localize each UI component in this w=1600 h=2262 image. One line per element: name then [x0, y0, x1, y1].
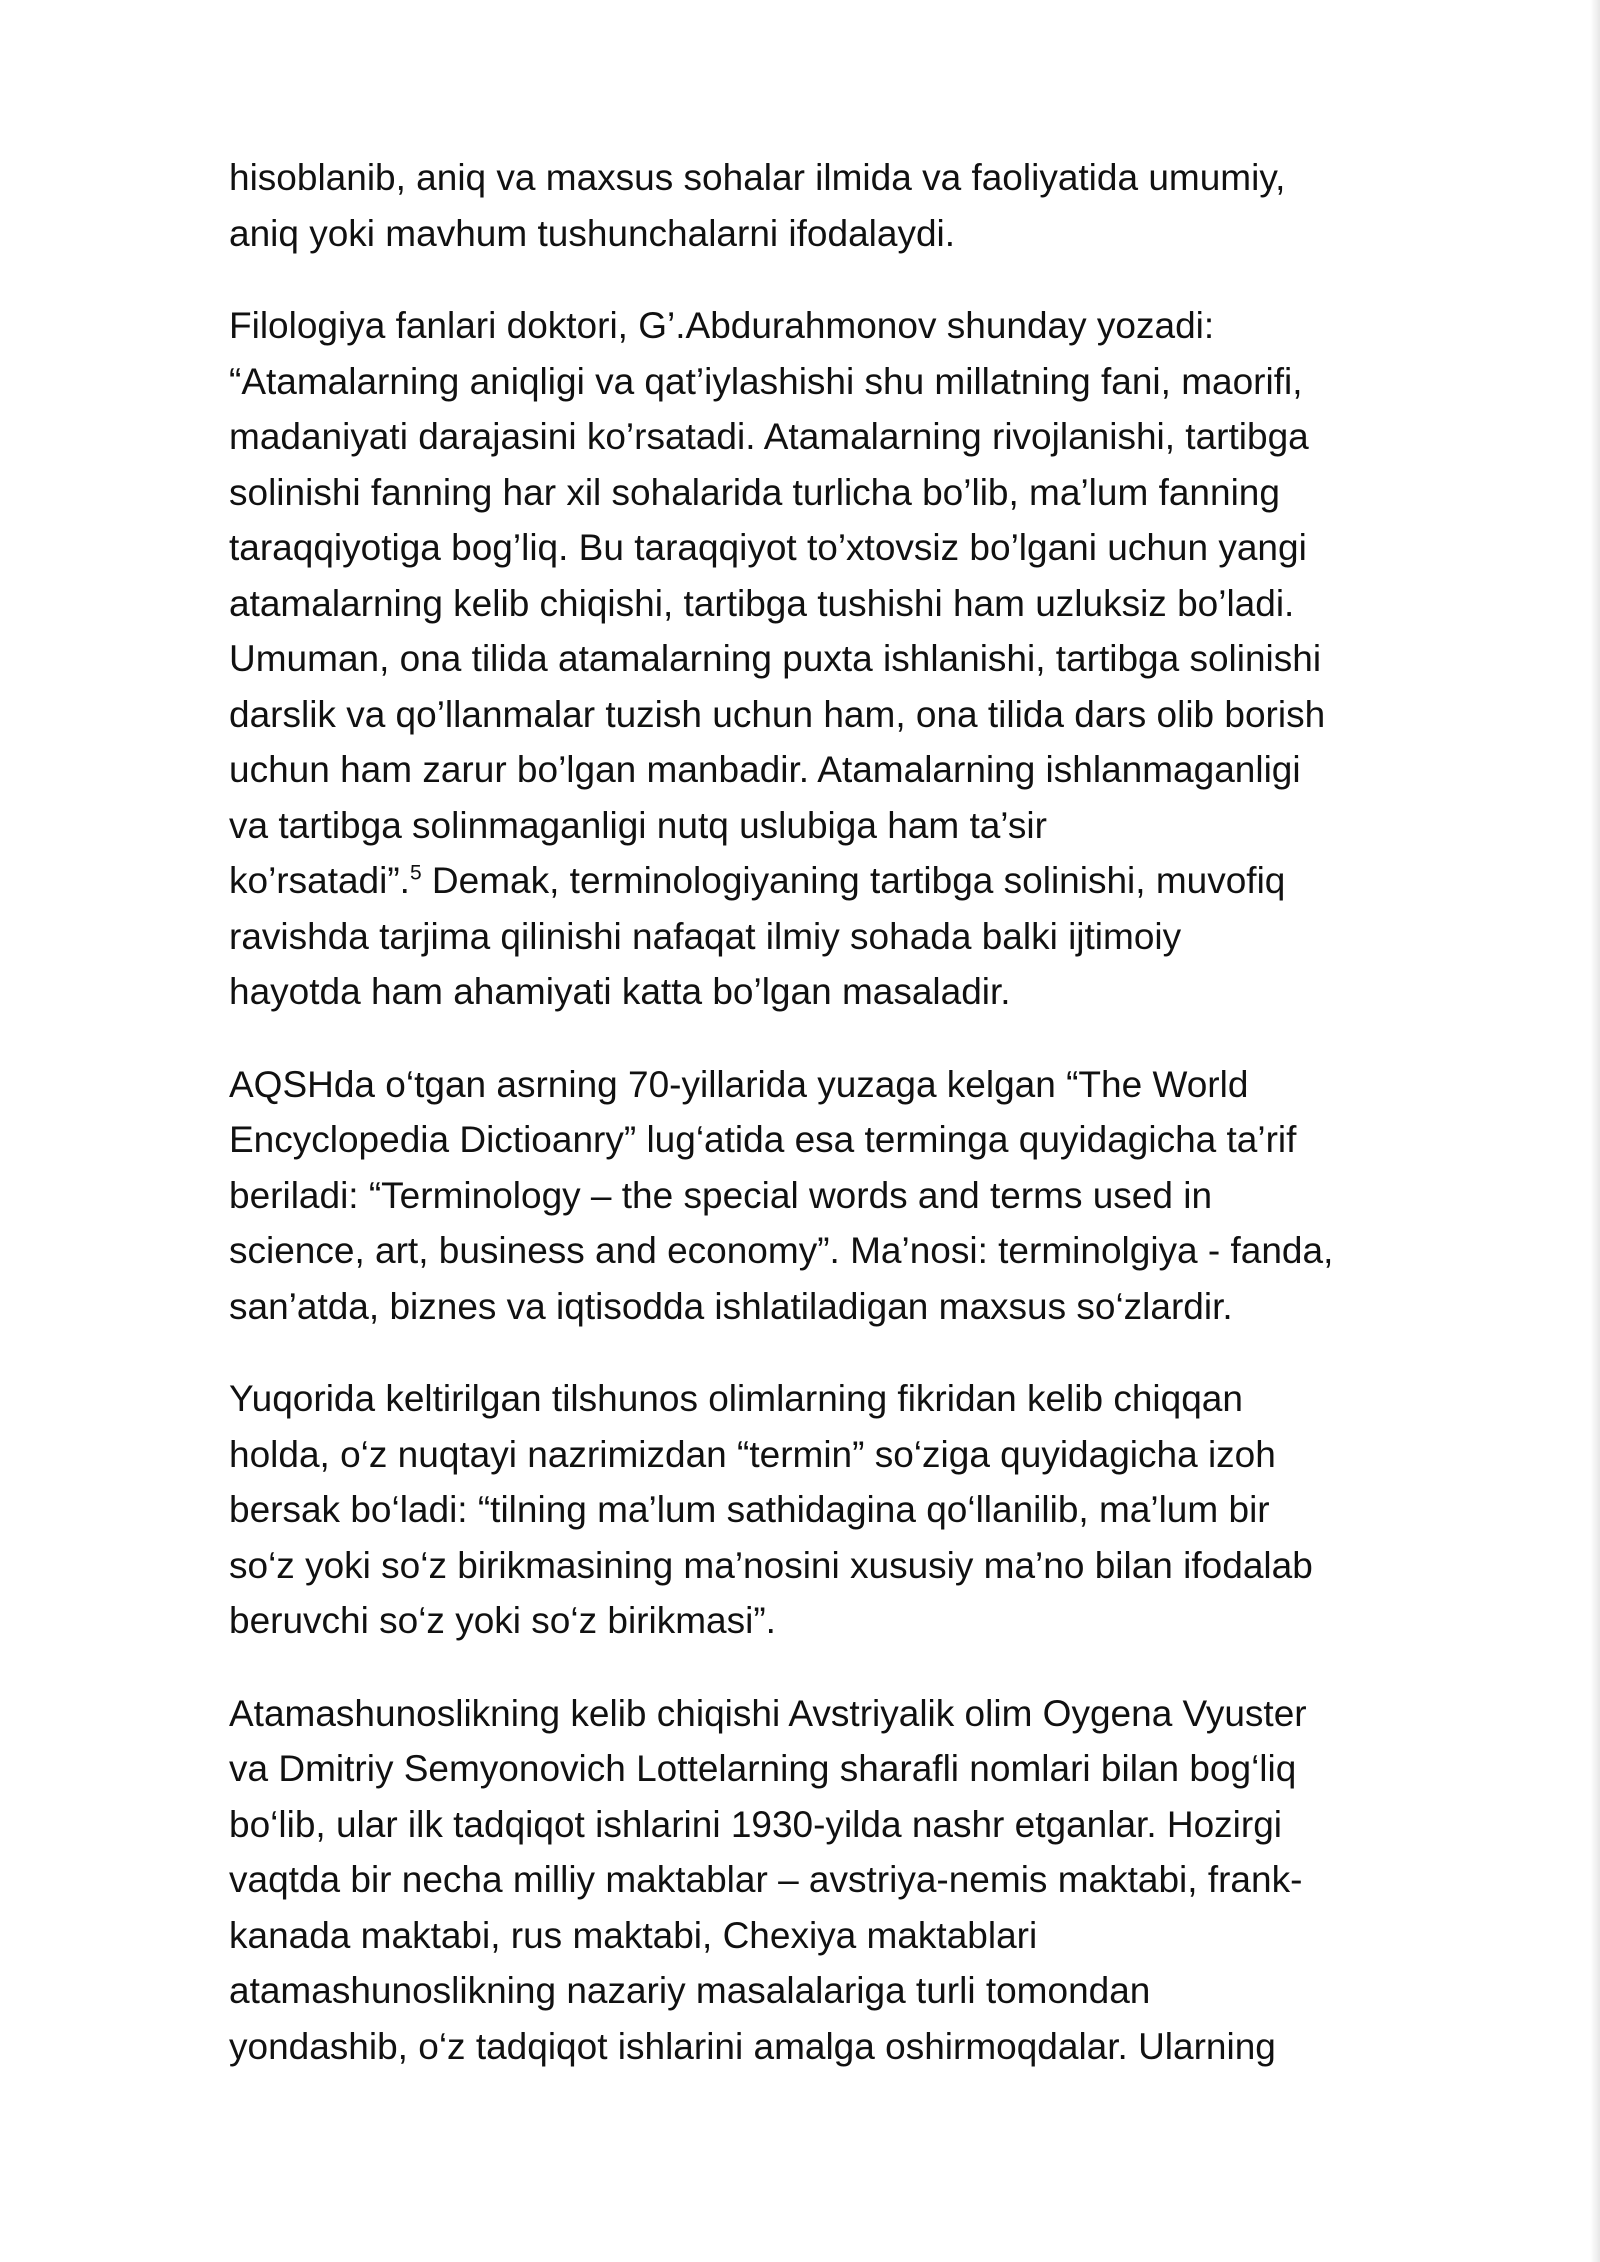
text-line: hisoblanib, aniq va maxsus sohalar ilmida va faoliyatida umumiy,	[229, 157, 1286, 198]
text-line: AQSHda o‘tgan asrning 70-yillarida yuzaga kelgan “The World	[229, 1063, 1249, 1105]
text-line: yondashib, o‘z tadqiqot ishlarini amalga oshirmoqdalar. Ularning	[229, 2025, 1276, 2067]
paragraph-3	[229, 1057, 1499, 1335]
text-line: holda, o‘z nuqtayi nazrimizdan “termin” so‘ziga quyidagicha izoh	[229, 1433, 1276, 1475]
text-line: Encyclopedia Dictioanry” lug‘atida esa terminga quyidagicha ta’rif	[229, 1119, 1297, 1160]
text-line: aniq yoki mavhum tushunchalarni ifodalaydi.	[229, 212, 956, 254]
text-line: so‘z yoki so‘z birikmasining ma’nosini xususiy ma’no bilan ifodalab	[229, 1544, 1313, 1586]
text-line: va tartibga solinmaganligi nutq uslubiga ham ta’sir	[229, 804, 1047, 846]
text-line: hayotda ham ahamiyati katta bo’lgan masaladir.	[229, 971, 1011, 1012]
footnote-reference[interactable]: 5	[409, 861, 422, 885]
text-line: atamalarning kelib chiqishi, tartibga tushishi ham uzluksiz bo’ladi.	[229, 582, 1295, 624]
text-line: kanada maktabi, rus maktabi, Chexiya maktablari	[229, 1914, 1038, 1956]
document-body	[229, 150, 1499, 2111]
paragraph-5	[229, 1686, 1499, 2075]
text-line: Atamashunoslikning kelib chiqishi Avstriyalik olim Oygena Vyuster	[229, 1692, 1307, 1734]
paragraph-1	[229, 150, 1499, 261]
text-line: va Dmitriy Semyonovich Lottelarning sharafli nomlari bilan bog‘liq	[229, 1748, 1297, 1789]
text-line: atamashunoslikning nazariy masalalariga turli tomondan	[229, 1970, 1151, 2011]
text-line: vaqtda bir necha milliy maktablar – avstriya-nemis maktabi, frank-	[229, 1859, 1303, 1900]
text-line: beriladi: “Terminology – the special words and terms used in	[229, 1174, 1213, 1216]
text-line: darslik va qo’llanmalar tuzish uchun ham, ona tilida dars olib borish	[229, 693, 1326, 735]
text-line: science, art, business and economy”. Ma’nosi: terminolgiya - fanda,	[229, 1230, 1334, 1271]
text-line: bersak bo‘ladi: “tilning ma’lum sathidagina qo‘llanilib, ma’lum bir	[229, 1489, 1270, 1530]
text-line: uchun ham zarur bo’lgan manbadir. Atamalarning ishlanmaganligi	[229, 749, 1301, 790]
text-line: bo‘lib, ular ilk tadqiqot ishlarini 1930-yilda nashr etganlar. Hozirgi	[229, 1803, 1283, 1845]
page-edge-shadow	[1590, 0, 1600, 2262]
paragraph-4	[229, 1371, 1499, 1649]
text-line: “Atamalarning aniqligi va qat’iylashishi shu millatning fani, maorifi,	[229, 360, 1303, 402]
text-line: solinishi fanning har xil sohalarida turlicha bo’lib, ma’lum fanning	[229, 471, 1280, 513]
text-segment: ko’rsatadi”.	[229, 860, 410, 901]
text-line: beruvchi so‘z yoki so‘z birikmasi”.	[229, 1600, 776, 1641]
text-line: Filologiya fanlari doktori, G’.Abdurahmonov shunday yozadi:	[229, 305, 1215, 346]
text-segment: Demak, terminologiyaning tartibga solinishi, muvofiq	[421, 860, 1286, 901]
text-line: san’atda, biznes va iqtisodda ishlatiladigan maxsus so‘zlardir.	[229, 1285, 1233, 1327]
paragraph-2	[229, 298, 1499, 1020]
text-line: taraqqiyotiga bog’liq. Bu taraqqiyot to’xtovsiz bo’lgani uchun yangi	[229, 527, 1307, 568]
text-line: Yuqorida keltirilgan tilshunos olimlarning fikridan kelib chiqqan	[229, 1378, 1243, 1419]
text-line: ravishda tarjima qilinishi nafaqat ilmiy sohada balki ijtimoiy	[229, 915, 1182, 957]
footnote-line	[229, 860, 1285, 901]
text-line: madaniyati darajasini ko’rsatadi. Atamalarning rivojlanishi, tartibga	[229, 416, 1309, 457]
text-line: Umuman, ona tilida atamalarning puxta ishlanishi, tartibga solinishi	[229, 638, 1322, 679]
